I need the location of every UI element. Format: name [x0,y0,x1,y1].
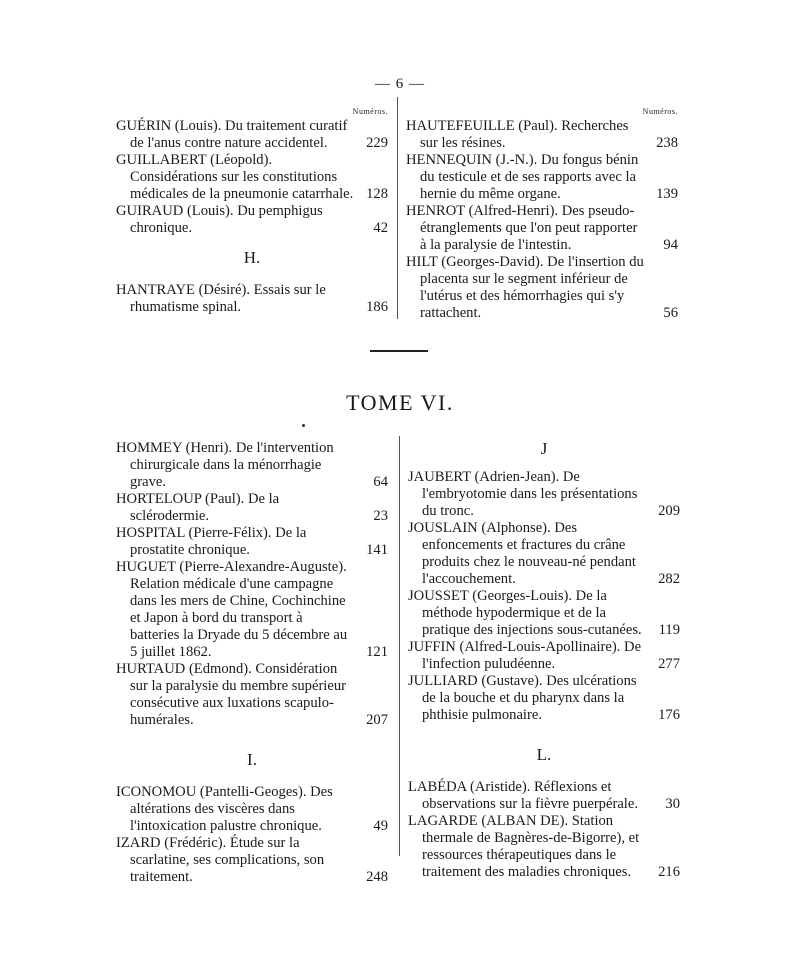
index-entry [406,203,678,254]
index-entry [116,525,388,559]
bottom-left-column [116,440,388,886]
entry-number: 139 [656,186,678,202]
entry-text: HOSPITAL (Pierre-Félix). De la prostatite chronique. [116,525,307,558]
index-entry [116,118,388,152]
index-entry [116,491,388,525]
entry-text: LABÉDA (Aristide). Réflexions et observations sur la fièvre puerpérale. [408,779,638,812]
entry-number: 216 [658,864,680,880]
section-letter: I. [247,750,257,769]
entry-text: HENNEQUIN (J.-N.). Du fongus bénin du testicule et de ses rapports avec la hernie du même organe. [406,152,639,202]
index-entry [116,152,388,203]
entry-text: IZARD (Frédéric). Étude sur la scarlatine, ses complications, son traitement. [116,835,325,885]
index-entry [116,661,388,729]
tome-title: TOME VI. [346,390,454,415]
index-entry [408,520,680,588]
entry-number: 42 [373,220,388,236]
entry-text: JAUBERT (Adrien-Jean). De l'embryotomie dans les présentations du tronc. [408,469,638,519]
entry-text: JULLIARD (Gustave). Des ulcérations de la bouche et du pharynx dans la phthisie pulmonaire. [408,673,637,723]
entry-text: JOUSLAIN (Alphonse). Des enfoncements et fractures du crâne produits chez le nouveau-né pendant l'accouchement. [408,520,636,587]
entry-text: JUFFIN (Alfred-Louis-Apollinaire). De l'infection puludéenne. [408,639,642,672]
entry-number: 121 [366,644,388,660]
entry-number: 128 [366,186,388,202]
index-entry [116,784,388,835]
entry-text: HENROT (Alfred-Henri). Des pseudo-étranglements que l'on peut rapporter à la paralysie de l'intestin. [406,203,638,253]
bottom-right-column [408,436,680,881]
entry-text: HAUTEFEUILLE (Paul). Recherches sur les résines. [406,118,629,151]
index-entry [408,469,680,520]
entry-text: ICONOMOU (Pantelli-Geoges). Des altérations des viscères dans l'intoxication palustre chronique. [116,784,333,834]
top-left-column [116,103,388,316]
entry-number: 141 [366,542,388,558]
entry-text: GUÉRIN (Louis). Du traitement curatif de l'anus contre nature accidentel. [116,118,348,151]
section-letter: J [540,439,548,458]
entry-number: 282 [658,571,680,587]
index-entry [116,559,388,661]
entry-number: 30 [665,796,680,812]
entry-text: HORTELOUP (Paul). De la sclérodermie. [116,491,280,524]
entry-text: GUIRAUD (Louis). Du pemphigus chronique. [116,203,323,236]
index-entry [406,254,678,322]
index-entry [408,639,680,673]
page-number: — 6 — [375,76,425,92]
entry-text: JOUSSET (Georges-Louis). De la méthode hypodermique et de la pratique des injections sous-cutanées. [408,588,642,638]
index-entry [116,440,388,491]
section-letter: H. [243,248,261,267]
entry-number: 94 [663,237,678,253]
entry-text: HUGUET (Pierre-Alexandre-Auguste). Relation médicale d'une campagne dans les mers de Chine, Cochinchine et Japon à bord du transport à batteries la Dryade du 5 décembre au 5 juillet 1862. [116,559,348,660]
entry-number: 229 [366,135,388,151]
entry-text: HOMMEY (Henri). De l'intervention chirurgicale dans la ménorrhagie grave. [116,440,334,490]
index-entry [116,203,388,237]
index-entry [406,118,678,152]
index-entry [408,588,680,639]
index-entry [408,779,680,813]
entry-number: 209 [658,503,680,519]
column-divider [399,436,400,856]
index-entry [408,813,680,881]
index-entry [406,152,678,203]
column-divider [397,97,398,319]
index-entry [116,282,388,316]
entry-number: 56 [663,305,678,321]
entry-number: 186 [366,299,388,315]
entry-text: LAGARDE (ALBAN DE). Station thermale de Bagnères-de-Bigorre), et ressources thérapeutiques dans le traitement des maladies chroniques. [408,813,640,880]
index-entry [408,673,680,724]
top-right-column [406,103,678,322]
entry-number: 238 [656,135,678,151]
entry-number: 277 [658,656,680,672]
entry-number: 64 [373,474,388,490]
section-letter: L. [536,745,552,764]
numbers-header: Numéros. [352,107,388,116]
entry-number: 207 [366,712,388,728]
entry-text: HURTAUD (Edmond). Considération sur la paralysie du membre supérieur consécutive aux luxations scapulo-humérales. [116,661,346,728]
entry-text: HILT (Georges-David). De l'insertion du placenta sur le segment inférieur de l'utérus et des hémorrhagies qui s'y rattachent. [406,254,644,321]
bullet-dot [302,424,305,427]
entry-number: 248 [366,869,388,885]
entry-number: 49 [373,818,388,834]
entry-text: HANTRAYE (Désiré). Essais sur le rhumatisme spinal. [116,282,326,315]
index-entry [116,835,388,886]
section-separator [370,350,428,352]
numbers-header: Numéros. [642,107,678,116]
entry-number: 119 [658,622,680,638]
entry-number: 176 [658,707,680,723]
entry-text: GUILLABERT (Léopold). Considérations sur les constitutions médicales de la pneumonie catarrhale. [116,152,354,202]
entry-number: 23 [373,508,388,524]
